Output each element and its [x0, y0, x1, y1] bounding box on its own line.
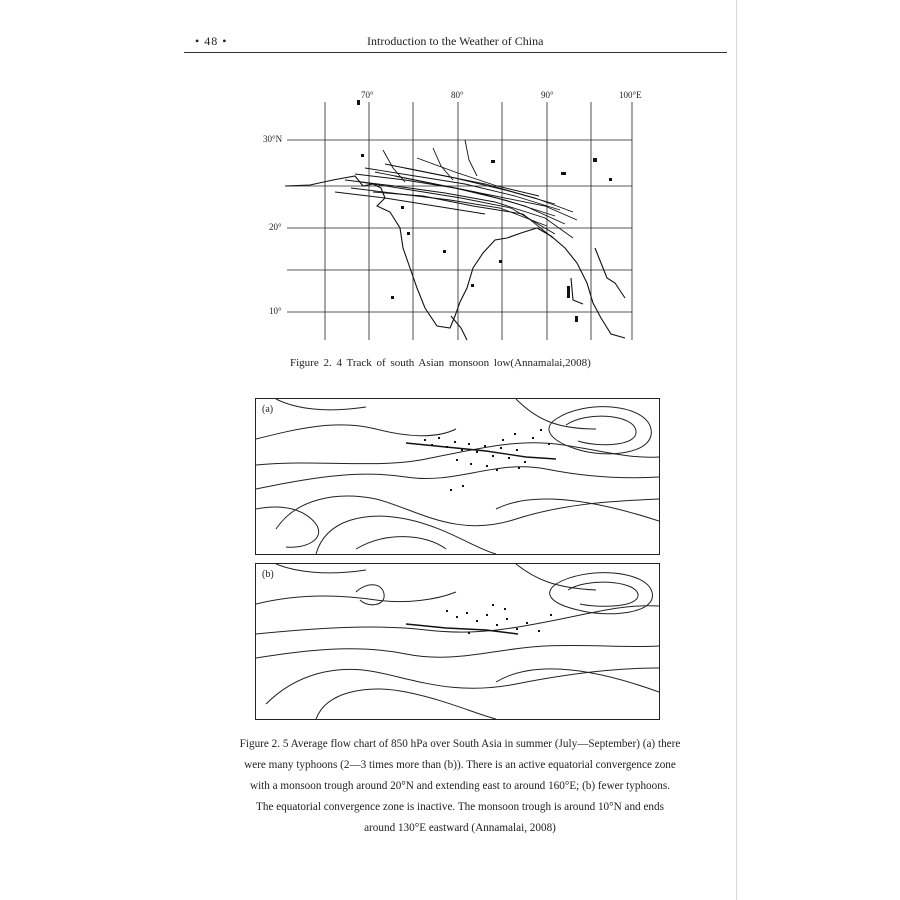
page-edge-line — [736, 0, 737, 900]
typhoon-points — [424, 429, 550, 491]
figure-2-4-graphic — [255, 88, 655, 346]
lon-label-100e: 100°E — [619, 90, 642, 100]
panel-a-graphic — [256, 399, 659, 554]
figure-2-4-caption: Figure 2. 4 Track of south Asian monsoon low(Annamalai,2008) — [290, 357, 591, 369]
figure-2-5-caption — [200, 734, 720, 839]
header-rule — [184, 52, 727, 53]
figure-2-5-panel-b — [255, 563, 660, 720]
caption-line-4: The equatorial convergence zone is inactive. The monsoon trough is around 10°N and ends — [256, 801, 664, 813]
monsoon-trough — [406, 443, 556, 459]
streamlines — [256, 399, 659, 554]
lat-label-10: 10° — [269, 306, 282, 316]
caption-line-3: with a monsoon trough around 20°N and extending east to around 160°E; (b) fewer typhoons. — [249, 780, 670, 792]
page-header — [185, 34, 727, 50]
running-title: Introduction to the Weather of China — [367, 34, 544, 48]
panel-b-graphic — [256, 564, 659, 719]
lon-label-70: 70° — [361, 90, 374, 100]
caption-line-1: Figure 2. 5 Average flow chart of 850 hPa over South Asia in summer (July—September) (a) there — [239, 738, 681, 750]
streamlines — [256, 564, 659, 719]
lon-label-80: 80° — [451, 90, 464, 100]
panel-a-label: (a) — [262, 404, 274, 415]
lat-label-30n: 30°N — [263, 134, 283, 144]
panel-b-label: (b) — [262, 569, 274, 580]
figure-2-4-map — [255, 88, 655, 346]
lon-label-90: 90° — [541, 90, 554, 100]
lat-label-20: 20° — [269, 222, 282, 232]
page-number: • 48 • — [195, 34, 228, 48]
caption-line-5: around 130°E eastward (Annamalai, 2008) — [364, 822, 556, 834]
map-markers — [357, 100, 612, 322]
caption-line-2: were many typhoons (2—3 times more than (b)). There is an active equatorial convergence zone — [244, 759, 676, 771]
figure-2-5-panel-a — [255, 398, 660, 555]
storm-tracks — [335, 140, 577, 238]
